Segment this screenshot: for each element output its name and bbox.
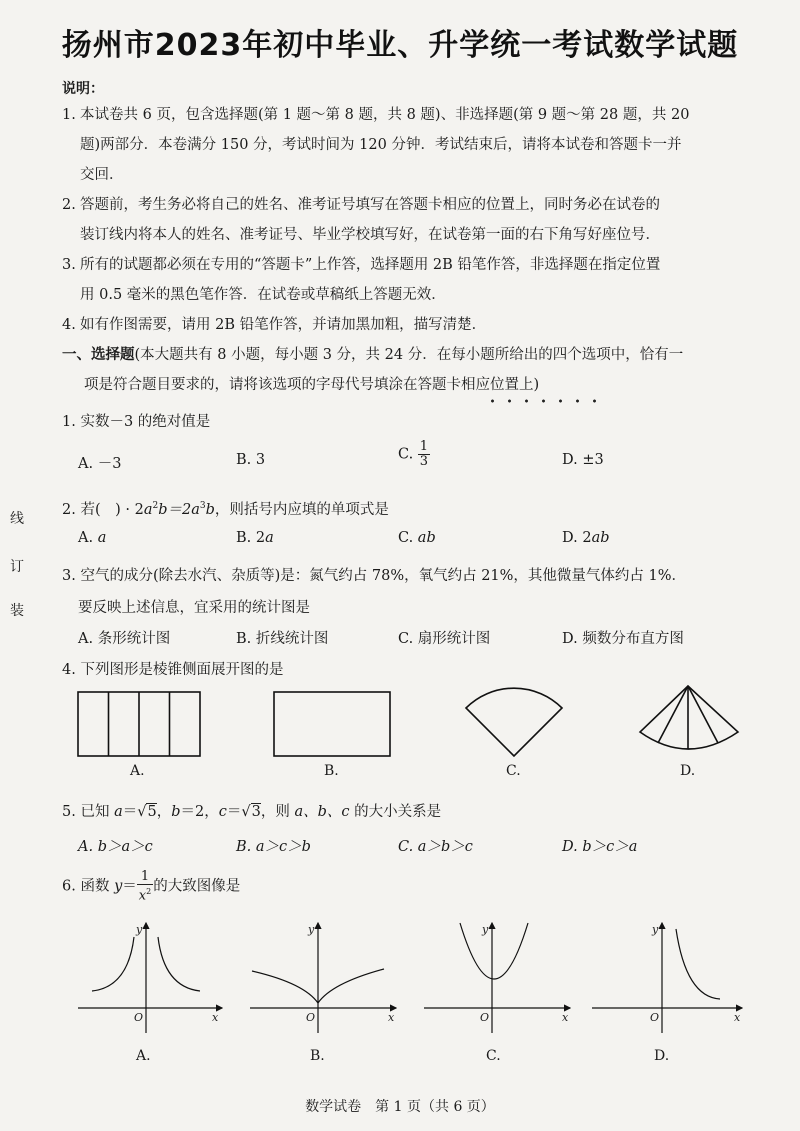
q3-option-d: D. 频数分布直方图 xyxy=(562,631,684,647)
q5-stem-part: 5. 已知 xyxy=(62,804,110,820)
q4-label-a: A. xyxy=(130,763,145,779)
binding-line-text-1: 装 xyxy=(10,603,24,619)
q5-option-a: A. b＞a＞c xyxy=(78,839,153,855)
question-3-stem-line1: 3. 空气的成分(除去水汽、杂质等)是：氮气约占 78%，氧气约占 21%，其他微量气体约占 1%． xyxy=(62,568,687,584)
instruction-number: 3. xyxy=(62,257,76,273)
instruction-item xyxy=(62,100,772,190)
q6-b-axis-x: x xyxy=(388,1011,395,1024)
q5-eq: ＝2， xyxy=(180,804,219,820)
q6-b-origin: O xyxy=(306,1011,316,1024)
q5-radicand: 3 xyxy=(251,804,261,820)
instruction-line: 装订线内将本人的姓名、准考证号、毕业学校填写好，在试卷第一面的右下角写好座位号． xyxy=(80,227,660,243)
q6-graphs xyxy=(0,915,800,1040)
q6-label-d: D. xyxy=(654,1048,670,1064)
q6-b-axis-y: y xyxy=(308,923,315,936)
instruction-line: 如有作图需要，请用 2B 铅笔作答，并请加黑加粗，描写清楚． xyxy=(80,317,487,333)
q6-d-axis-y: y xyxy=(652,923,659,936)
page-footer: 数学试卷 第 1 页（共 6 页） xyxy=(305,1099,495,1115)
q2-stem-part: ，则括号内应填的单项式是 xyxy=(214,502,389,518)
q6-stem-part: 的大致图像是 xyxy=(153,878,241,895)
q5-option-b: B. a＞c＞b xyxy=(236,839,311,855)
fraction xyxy=(137,870,153,903)
q2-var: a xyxy=(191,502,200,518)
q2-option-a xyxy=(78,530,106,546)
notes-heading: 说明： xyxy=(62,81,104,97)
q6-a-axis-y: y xyxy=(136,923,143,936)
q5-var-b: b xyxy=(171,804,181,820)
instruction-item xyxy=(62,190,772,250)
q3-option-c: C. 扇形统计图 xyxy=(398,631,491,647)
emphasis-dots xyxy=(484,398,604,404)
q5-vars: a、b、c xyxy=(294,804,350,820)
q6-graph-a xyxy=(78,923,222,1033)
q1-option-a: A. －3 xyxy=(78,456,122,472)
q5-radicand: 5 xyxy=(147,804,157,820)
q1-option-c-prefix: C. xyxy=(398,446,414,463)
section-desc-line1: (本大题共有 8 小题，每小题 3 分，共 24 分．在每小题所给出的四个选项中，恰有一 xyxy=(134,347,684,363)
q6-a-origin: O xyxy=(134,1011,144,1024)
q5-var-a: a xyxy=(114,804,123,820)
q6-graph-b xyxy=(250,923,396,1033)
binding-line-text-2: 订 xyxy=(10,559,24,575)
q6-c-axis-x: x xyxy=(562,1011,569,1024)
question-4-stem: 4. 下列图形是棱锥侧面展开图的是 xyxy=(62,662,284,678)
q2-option-a-prefix: A. xyxy=(78,530,94,546)
q2-stem-part: b＝2 xyxy=(158,502,192,518)
q4-label-c: C. xyxy=(506,763,521,779)
q6-d-axis-x: x xyxy=(734,1011,741,1024)
instruction-line: 题)两部分．本卷满分 150 分，考试时间为 120 分钟．考试结束后，请将本试卷和答题卡一并 xyxy=(80,137,682,153)
q6-d-origin: O xyxy=(650,1011,660,1024)
instruction-line: 所有的试题都必须在专用的“答题卡”上作答，选择题用 2B 铅笔作答，非选择题在指定位置 xyxy=(80,257,661,273)
q2-option-d xyxy=(562,530,610,546)
fraction-numerator: 1 xyxy=(137,870,153,885)
q4-label-b: B. xyxy=(324,763,339,779)
q2-option-d-value: ab xyxy=(591,530,610,546)
q2-var: a xyxy=(143,502,153,518)
q5-eq: ＝ xyxy=(122,804,138,820)
q6-graph-c xyxy=(424,923,570,1033)
question-2-stem xyxy=(62,498,389,519)
section-title: 一、选择题 xyxy=(62,347,135,363)
q6-graph-d xyxy=(592,923,742,1033)
instruction-line: 用 0.5 毫米的黑色笔作答．在试卷或草稿纸上答题无效． xyxy=(80,287,446,303)
q2-option-c-value: ab xyxy=(417,530,436,546)
q4-figure-b xyxy=(274,692,390,756)
q4-figures xyxy=(0,680,800,760)
q4-figure-d xyxy=(640,686,738,749)
q2-option-a-value: a xyxy=(97,530,107,546)
question-3-stem-line2: 要反映上述信息，宜采用的统计图是 xyxy=(78,600,310,616)
q2-stem-part: 2. 若( ) · 2 xyxy=(62,502,144,518)
instruction-item xyxy=(62,250,772,310)
q6-label-b: B. xyxy=(310,1048,325,1064)
q6-var-y: y xyxy=(114,878,123,895)
question-6-stem xyxy=(62,870,240,903)
q6-label-c: C. xyxy=(486,1048,501,1064)
fraction-denominator: 3 xyxy=(419,454,429,469)
question-1-stem: 1. 实数－3 的绝对值是 xyxy=(62,414,211,430)
q2-option-c-prefix: C. xyxy=(398,530,414,546)
instruction-line: 答题前，考生务必将自己的姓名、准考证号填写在答题卡相应的位置上，同时务必在试卷的 xyxy=(80,197,660,213)
q6-a-axis-x: x xyxy=(212,1011,219,1024)
q4-figure-c xyxy=(466,688,562,756)
instruction-number: 2. xyxy=(62,197,76,213)
q1-option-b: B. 3 xyxy=(236,452,266,468)
q2-option-b-prefix: B. 2 xyxy=(236,530,266,546)
exam-title: 扬州市2023年初中毕业、升学统一考试数学试题 xyxy=(61,28,739,63)
q2-option-b-value: a xyxy=(265,530,274,546)
q2-var: b xyxy=(205,502,215,518)
fraction-numerator: 1 xyxy=(419,439,429,454)
q5-var-c: c xyxy=(218,804,227,820)
q5-stem-part: ，则 xyxy=(260,804,290,820)
q5-stem-part: 的大小关系是 xyxy=(354,804,442,820)
q5-eq: ＝ xyxy=(226,804,242,820)
q4-label-d: D. xyxy=(680,763,696,779)
q6-den-var: x xyxy=(138,888,147,904)
q6-c-axis-y: y xyxy=(482,923,489,936)
q5-option-d: D. b＞c＞a xyxy=(562,839,638,855)
q6-c-origin: O xyxy=(480,1011,490,1024)
instruction-line: 交回． xyxy=(80,167,124,183)
q2-option-d-prefix: D. 2 xyxy=(562,530,592,546)
q6-eq: ＝ xyxy=(122,878,137,895)
instruction-item xyxy=(62,310,772,340)
q5-option-c: C. a＞b＞c xyxy=(398,839,473,855)
q2-option-b xyxy=(236,530,274,546)
q1-option-d: D. ±3 xyxy=(562,452,604,468)
instruction-number: 1. xyxy=(62,107,76,123)
fraction-denominator xyxy=(137,885,153,903)
q2-option-c xyxy=(398,530,436,546)
q3-option-b: B. 折线统计图 xyxy=(236,631,329,647)
q4-figure-a xyxy=(78,692,200,756)
section-desc-line2: 项是符合题目要求的，请将该选项的字母代号填涂在答题卡相应位置上) xyxy=(84,377,540,393)
q2-exp: 2 xyxy=(152,501,159,512)
question-5-stem: 5. 已知 a＝√5，b＝2，c＝√3，则 a、b、c 的大小关系是 xyxy=(62,804,442,820)
section-choice-header xyxy=(62,340,772,400)
instruction-number: 4. xyxy=(62,317,76,333)
q6-stem-part: 6. 函数 xyxy=(62,878,110,895)
binding-line-text-3: 线 xyxy=(10,511,24,527)
q6-label-a: A. xyxy=(136,1048,151,1064)
instruction-line: 本试卷共 6 页，包含选择题(第 1 题～第 8 题，共 8 题)、非选择题(第 9 题～第 28 题，共 20 xyxy=(80,107,690,123)
q3-option-a: A. 条形统计图 xyxy=(78,631,171,647)
fraction xyxy=(418,440,430,469)
q6-den-exp: 2 xyxy=(146,887,152,896)
q1-option-c xyxy=(398,440,430,469)
instructions-list xyxy=(62,100,772,340)
q2-exp: 3 xyxy=(199,501,206,512)
